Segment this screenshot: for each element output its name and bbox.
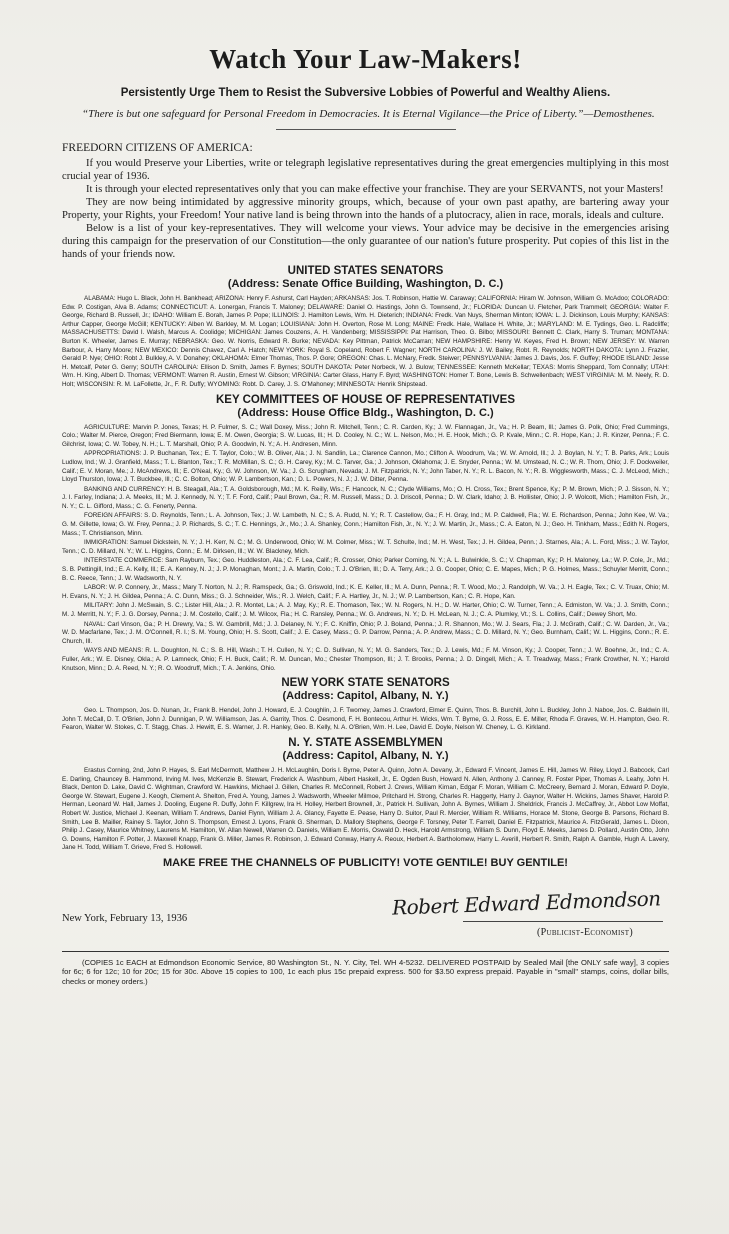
- headline: Watch Your Law-Makers!: [209, 44, 522, 74]
- committee-appropriations: APPROPRIATIONS: J. P. Buchanan, Tex.; E. T. Taylor, Colo.; W. B. Oliver, Ala.; J. N. Sandlin, La.; Clarence Cannon, Mo.; Clifton A. Woodrum, Va.; W. W. Arnold, Ill.; J. J. Boylan, N. Y.; T. B. Parks, Ark.; Louis Ludlow, Ind.; W. J. Granfield, Mass.; T. L. Blanton, Tex.; T. R. McMillan, S. C.; G. H. Carey, Ky.; M. C. Tarver, Ga.; J. Johnson, Oklahoma; J. E. Snyder, Penna.; W. M. Umstead, N. C.; W. R. Thom, Ohio; J. F. Dockweiler, Calif.; E. V. Moran, Me.; J. McAndrews, Ill.; E. O'Neal, Ky.; G. W. Johnson, W. Va.; J. G. Scrugham, Nevada; J. M. Fitzpatrick, N. Y.; John Taber, N. Y.; R. L. Bacon, N. Y.; R. B. Wigglesworth, Mass.; C. J. McLeod, Mich.; Lloyd Thurston, Iowa; J. T. Buckbee, Ill.; C. C. Bolton, Ohio; W. P. Lambertson, Kan.; D. L. Powers, N. J.; J. W. Ditter, Penna.: [62, 450, 669, 484]
- signature: Robert Edward Edmondson: [392, 886, 662, 920]
- signature-line: [463, 921, 663, 922]
- ny-senators-address: (Address: Capitol, Albany, N. Y.): [282, 690, 449, 703]
- subheadline: Persistently Urge Them to Resist the Subversive Lobbies of Powerful and Wealthy Aliens.: [120, 87, 611, 99]
- intro-paragraphs: [62, 157, 669, 261]
- committee-banking-currency: BANKING AND CURRENCY: H. B. Steagall, Ala.; T. A. Goldsborough, Md.; M. K. Reilly, Wis.; F. Hancock, N. C.; Clyde Williams, Mo.; O. H. Cross, Tex.; Brent Spence, Ky.; P. M. Brown, Mich.; P. J. Sisson, N. Y.; J. I. Farley, Indiana; J. A. Meeks, Ill.; M. J. Kennedy, N. Y.; T. F. Ford, Calif.; Paul Brown, Ga.; R. M. Russell, Mass.; D. J. Driscoll, Penna.; D. W. Clark, Idaho; J. B. Hollister, Ohio; J. P. Wolcott, Mich.; Hamilton Fish, Jr., N. Y.; C. L. Gifford, Mass.; C. G. Fenerty, Penna.: [62, 485, 669, 510]
- intro-paragraph: It is through your elected representatives only that you can make effective your franchise. They are your SERVANTS, not your Masters!: [86, 184, 664, 195]
- signer-title: (Publicist-Economist): [536, 926, 633, 938]
- intro-paragraph: Below is a list of your key-representatives. They will welcome your views. Your advice may be decisive in the emergencies arising during this campaign for the preservation of our Constitution—the only guarantee of our nation's future prosperity. Put copies of this list in the hands of your friends now.: [62, 223, 669, 260]
- committee-agriculture: AGRICULTURE: Marvin P. Jones, Texas; H. P. Fulmer, S. C.; Wall Doxey, Miss.; John R. Mitchell, Tenn.; C. R. Carden, Ky.; J. W. Flannagan, Jr., Va.; H. P. Beam, Ill.; James G. Polk, Ohio; Fred Cummings, Colo.; Walter M. Pierce, Oregon; Fred Biermann, Iowa; E. M. Owen, Georgia; S. W. Lucas, Ill.; H. D. Cooley, N. C.; W. L. Nelson, Mo.; H. E. Hook, Mich.; G. P. Kvale, Minn.; C. R. Hope, Kan.; J. R. Kinzer, Penna.; F. C. Gilchrist, Iowa; C. W. Tobey, N. H.; L. T. Marshall, Ohio; P. A. Goodwin, N. Y.; A. H. Andresen, Minn.: [62, 423, 669, 448]
- ny-assembly-heading: N. Y. STATE ASSEMBLYMEN: [288, 736, 443, 749]
- salutation: FREEDORN CITIZENS OF AMERICA:: [62, 142, 253, 154]
- senators-heading: UNITED STATES SENATORS: [287, 265, 444, 277]
- committee-naval: NAVAL: Carl Vinson, Ga.; P. H. Drewry, Va.; S. W. Gambrill, Md.; J. J. Delaney, N. Y.; F. C. Kniffin, Ohio; P. J. Boland, Penna.; J. R. Shannon, Mo.; W. J. Sears, Fla.; J. J. McGrath, Calif.; C. W. Darden, Jr., Va.; W. D. Macfarlane, Tex.; J. M. O'Connell, R. I.; S. M. Young, Ohio; H. S. Scott, Calif.; J. E. Casey, Mass.; G. P. Darrow, Penna.; A. P. Andrew, Mass.; C. D. Millard, N. Y.; Geo. Burnham, Calif.; W. L. Higgins, Conn.; R. E. Church, Ill.: [62, 620, 669, 645]
- footer-divider: [62, 951, 669, 952]
- ny-assembly-list: Erastus Corning, 2nd, John P. Hayes, S. Earl McDermott, Matthew J. H. McLaughlin, Doris I. Byrne, Peter A. Quinn, John A. Devany, Jr., Edward F. Vincent, James E. Hill, James W. Riley, Lloyd J. Babcock, Carl E. Darling, Chauncey B. Hammond, Irving M. Ives, McKenzie B. Stewart, Frederick A. Washburn, Albert Haskell, Jr., E. Ogden Bush, Howard N. Allen, Anthony J. Canney, R. Foster Piper, Thomas A. Leahy, John H. Black, Denton D. Lake, David C. Wightman, Crawford W. Hawkins, Michael J. Gillen, Charles R. McConnell, Robert J. Crews, William Kirnan, Edgar F. Moran, William C. McCreery, Bernard J. Moran, Edward P. Doyle, George W. Stewart, Eugene J. Keogh, Clement A. Shelton, Fred A. Young, James J. Wadsworth, Wheeler Milmoe, Pritchard H. Strong, Charles R. Haggerty, Harry J. Gaynor, Walter H. Wickins, James Shaver, Harold P. Herman, Leonard W. Hall, James J. Dooling, Eugene R. Duffy, John F. Killgrew, Ira H. Holley, Herbert Brownell, Jr., Patrick H. Sullivan, John A. Byrnes, William J. Sheldrick, Francis J. McCaffrey, Jr., Abbot Low Moffat, Robert W. Justice, Michael J. Keenan, William T. Andrews, Daniel Flynn, William J. A. Glancy, Fayette E. Pease, Harry D. Suitor, Paul R. Mercier, William R. Williams, Horace M. Stone, George B. Parsons, Richard B. Smith, Lee B. Mailler, Rainey S. Taylor, John S. Thompson, Ernest J. Lyons, Frank G. Sherman, D. Mallory Stephens, George F. Torsney, Peter T. Farrell, Daniel E. Fitzpatrick, Maurice A. FitzGerald, James L. Dixon, Philip J. Casey, Maurice Whitney, Laurens M. Hamilton, W. Allan Newell, Warren O. Daniels, William E. Morris, Oswald D. Heck, Harold Armstrong, William S. Dunn, Floyd E. Meeks, James D. Pollard, Austin Otto, John G. Downs, Hamilton F. Potter, J. Maxwell Knapp, Frank G. Miller, James R. Robinson, J. Edward Conway, Harry A. Reoux, Herbert A. Bartholomew, Harry L. Averill, Herbert R. Smith, Ralph A. Gamble, Hugh A. Lavery, Jane H. Todd, William T. Grieve, Fred S. Hollowell.: [62, 766, 669, 852]
- committee-ways-means: WAYS AND MEANS: R. L. Doughton, N. C.; S. B. Hill, Wash.; T. H. Cullen, N. Y.; C. D. Sullivan, N. Y.; M. G. Sanders, Tex.; D. J. Lewis, Md.; F. M. Vinson, Ky.; J. Cooper, Tenn.; J. W. Boehne, Jr., Ind.; C. A. Fuller, Ark.; W. E. Disney, Okla.; A. P. Lamneck, Ohio; F. H. Buck, Calif.; R. M. Duncan, Mo.; Chester Thompson, Ill.; J. T. Brooks, Penna.; J. D. Dingell, Mich.; A. T. Treadway, Mass.; Frank Crowther, N. Y.; Harold Knutson, Minn.; D. A. Reed, N. Y.; R. O. Woodruff, Mich.; T. A. Jenkins, Ohio.: [62, 647, 669, 672]
- divider-rule: [276, 129, 456, 130]
- epigraph-quote: “There is but one safeguard for Personal Freedom in Democracies. It is Eternal Vigilance—the Price of Liberty.”—Demosthenes.: [82, 108, 655, 120]
- ny-senators-list: Geo. L. Thompson, Jos. D. Nunan, Jr., Frank B. Hendel, John J. Howard, E. J. Coughlin, J. F. Twomey, James J. Crawford, Elmer E. Quinn, Thos. B. Burchill, John L. Buckley, John J. Naboe, Jos. C. Baldwin III, John T. McCall, D. T. O'Brien, John J. Dunnigan, P. W. Williamson, Jas. A. Garrity, Thos. C. Desmond, F. H. Bontecou, Arthur H. Wicks, Wm. T. Byrne, G. J. Ross, E. E. Miller, Rhoda F. Graves, W. H. Hampton, Geo. R. Fearon, Walter W. Stokes, C. T. Stagg, Chas. J. Hewitt, E. S. Warner, J. R. Hanley, Geo. B. Kelly, N. A. O'Brien, Wm. H. Lee, David E. Doyle, Nelson W. Cheney, L. G. Kirkland.: [62, 707, 669, 732]
- house-address: (Address: House Office Bldg., Washington, D. C.): [237, 406, 494, 419]
- signature-block: [62, 886, 669, 947]
- senators-list: ALABAMA: Hugo L. Black, John H. Bankhead; ARIZONA: Henry F. Ashurst, Carl Hayden; ARKANSAS: Jos. T. Robinson, Hattie W. Caraway; CALIFORNIA: Hiram W. Johnson, William G. McAdoo; COLORADO: Edw. P. Costigan, Alva B. Adams; CONNECTICUT: A. Lonergan, Francis T. Maloney; DELAWARE: Daniel O. Hastings, John G. Townsend, Jr.; FLORIDA: Duncan U. Fletcher, Park Trammell; GEORGIA: Walter F. George, Richard B. Russell, Jr.; IDAHO: William E. Borah, James P. Pope; ILLINOIS: J. Hamilton Lewis, Wm. H. Dieterich; INDIANA: Fredk. Van Nuys, Sherman Minton; IOWA: L. J. Dickinson, Louis Murphy; KANSAS: Arthur Capper, George McGill; KENTUCKY: Alben W. Barkley, M. M. Logan; LOUISIANA: John H. Overton, Rose M. Long; MAINE: Fredk. Hale, Wallace H. White, Jr.; MARYLAND: M. E. Tydings, Geo. L. Radcliffe; MASSACHUSETTS: David I. Walsh, Marcus A. Coolidge; MICHIGAN: James Couzens, A. H. Vandenberg; MISSISSIPPI: Pat Harrison, Theo. G. Bilbo; MISSOURI: Bennett C. Clark, Harry S. Truman; MONTANA: Burton K. Wheeler, James E. Murray; NEBRASKA: Geo. W. Norris, Edward R. Burke; NEVADA: Key Pittman, Patrick McCarran; NEW HAMPSHIRE: Henry W. Keyes, Fred H. Brown; NEW JERSEY: W. Warren Barbour, A. Harry Moore; NEW MEXICO: Dennis Chavez, Carl A. Hatch; NEW YORK: Royal S. Copeland, Robert F. Wagner; NORTH CAROLINA: J. W. Bailey, Robt. R. Reynolds; NORTH DAKOTA: Lynn J. Frazier, Gerald P. Nye; OHIO: Robt J. Bulkley, A. V. Donahey; OKLAHOMA: Elmer Thomas, Thos. P. Gore; OREGON: Chas. L. McNary, Fredk. Steiwer; PENNSYLVANIA: James J. Davis, Jos. F. Guffey; RHODE ISLAND: Jesse H. Metcalf, Peter G. Gerry; SOUTH CAROLINA: Ellison D. Smith, James F. Byrnes; SOUTH DAKOTA: Peter Norbeck, W. J. Bulow; TENNESSEE: Kenneth McKellar; TEXAS: Morris Sheppard, Tom Connally; UTAH: Wm. H. King, Albert D. Thomas; VERMONT: Warren R. Austin, Ernest W. Gibson; VIRGINIA: Carter Glass, Harry F. Byrd; WASHINGTON: Homer T. Bone, Lewis B. Schwellenbach; WEST VIRGINIA: M. M. Neely, R. D. Holt; WISCONSIN: R. M. LaFollette, Jr., F. R. Duffy; WYOMING: Robt. D. Carey, J. S. O'Mahoney; MINNESOTA: Henrik Shipstead.: [62, 295, 669, 388]
- ordering-info: (COPIES 1c EACH at Edmondson Economic Service, 80 Washington St., N. Y. City, Tel. WH 4-5232. DELIVERED POSTPAID by Sealed Mail [the ONLY safe way], 3 copies for 6c; 6 for 12c; 10 for 20c; 15 for 30c. Above 15 copies to 100, 1c each plus 15c prepaid express. 500 for $3.50 express prepaid. Payable in "small" stamps, coins, dollar bills, checks or money orders.): [62, 957, 669, 987]
- senators-address: (Address: Senate Office Building, Washington, D. C.): [227, 278, 504, 290]
- intro-paragraph: They are now being intimidated by aggressive minority groups, which, because of your own past apathy, are bartering away your Property, your Rights, your Freedom! Your native land is being thrown into the hands of a plutocracy, alien in race, morals, ideals and culture.: [62, 197, 669, 221]
- slogan: MAKE FREE THE CHANNELS OF PUBLICITY! VOTE GENTILE! BUY GENTILE!: [163, 856, 568, 869]
- ny-senators-heading: NEW YORK STATE SENATORS: [281, 677, 450, 690]
- committee-immigration: IMMIGRATION: Samuel Dickstein, N. Y.; J. H. Kerr, N. C.; M. G. Underwood, Ohio; W. M. Colmer, Miss.; W. T. Schulte, Ind.; M. H. West, Tex.; J. H. Gildea, Penn.; J. Starnes, Ala.; A. L. Ford, Miss.; J. W. Taylor, Tenn.; C. D. Millard, N. Y.; W. L. Higgins, Conn.; E. M. Dirksen, Ill.; W. W. Blackney, Mich.: [62, 539, 669, 555]
- committee-foreign-affairs: FOREIGN AFFAIRS: S. D. Reynolds, Tenn.; L. A. Johnson, Tex.; J. W. Lambeth, N. C.; S. A. Rudd, N. Y.; R. T. Castellow, Ga.; F. H. Gray, Ind.; M. P. Caldwell, Fla.; W. E. Richardson, Penna.; John Kee, W. Va.; G. M. Gillette, Iowa; G. W. Frey, Penna.; J. P. Richards, S. C.; T. C. Hennings, Jr., Mo.; J. A. Shanley, Conn.; Hamilton Fish, Jr., N. Y.; J. W. Martin, Jr., Mass.; C. A. Eaton, N. J.; Geo. H. Tinkham, Mass.; Edith N. Rogers, Mass.; T. Christianson, Minn.: [62, 512, 669, 537]
- committee-labor: LABOR: W. P. Connery, Jr., Mass.; Mary T. Norton, N. J.; R. Ramspeck, Ga.; G. Griswold, Ind.; K. E. Keller, Ill.; M. A. Dunn, Penna.; R. T. Wood, Mo.; J. Randolph, W. Va.; J. H. Eagle, Tex.; C. V. Truax, Ohio; M. H. Evans, N. Y.; J. H. Gildea, Penna.; A. C. Dunn, Miss.; G. J. Schneider, Wis.; R. J. Welch, Calif.; F. A. Hartley, Jr., N. J.; W. P. Lambertson, Kan.; C. R. Hope, Kan.: [62, 584, 669, 600]
- committee-interstate-commerce: INTERSTATE COMMERCE: Sam Rayburn, Tex.; Geo. Huddleston, Ala.; C. F. Lea, Calif.; R. Crosser, Ohio; Parker Corning, N. Y.; A. L. Bulwinkle, S. C.; V. Chapman, Ky.; P. H. Maloney, La.; W. P. Cole, Jr., Md.; S. B. Pettingill, Ind.; E. A. Kelly, Ill.; E. A. Kenney, N. J.; J. P. Monaghan, Mont.; J. A. Martin, Colo.; T. J. O'Brien, Ill.; D. A. Terry, Ark.; J. G. Cooper, Ohio; C. E. Mapes, Mich.; P. G. Holmes, Mass.; Schuyler Merritt, Conn.; B. C. Reece, Tenn.; J. W. Wadsworth, N. Y.: [62, 557, 669, 582]
- dateline: New York, February 13, 1936: [62, 912, 188, 924]
- ny-assembly-address: (Address: Capitol, Albany, N. Y.): [282, 749, 449, 762]
- house-committees-heading: KEY COMMITTEES OF HOUSE OF REPRESENTATIVES: [215, 393, 516, 406]
- committee-military: MILITARY: John J. McSwain, S. C.; Lister Hill, Ala.; J. R. Montet, La.; A. J. May, Ky.; R. E. Thomason, Tex.; W. N. Rogers, N. H.; D. W. Harter, Ohio; C. W. Turner, Tenn.; A. Edmiston, W. Va.; J. J. Smith, Conn.; M. J. Merritt, N. Y.; F. J. G. Dorsey, Penna.; J. M. Costello, Calif.; J. M. Wilcox, Fla.; H. C. Ransley, Penna.; W. G. Andrews, N. Y.; D. H. McLean, N. J.; C. A. Plumley, Vt.; S. L. Collins, Calif.; Dewey Short, Mo.: [62, 602, 669, 618]
- intro-paragraph: If you would Preserve your Liberties, write or telegraph legislative representatives during the great emergencies multiplying in this most crucial year of 1936.: [62, 158, 669, 182]
